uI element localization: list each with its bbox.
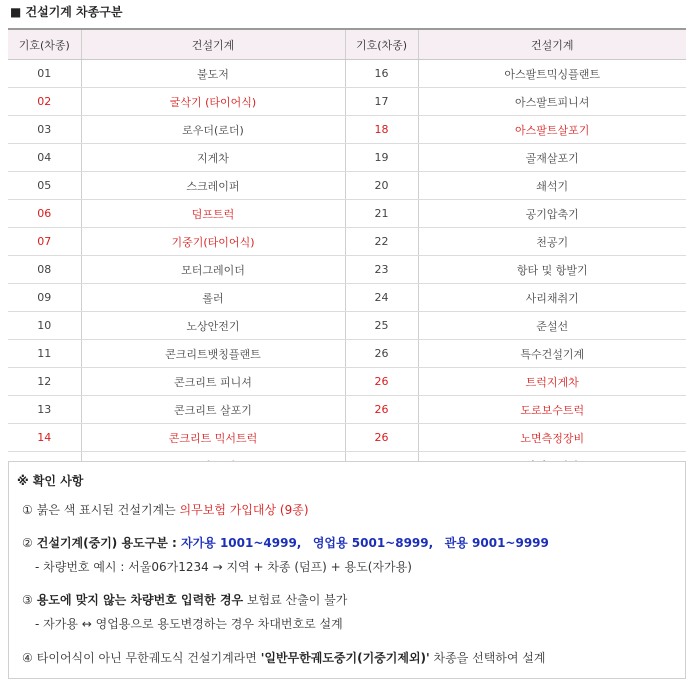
table-row — [8, 396, 686, 424]
code-cell: 26 — [345, 340, 418, 368]
table-row — [8, 60, 686, 88]
machine-cell: 덤프트럭 — [81, 200, 345, 228]
note-1-highlight: 의무보험 가입대상 (9종) — [179, 503, 309, 517]
section-title: ■ 건설기계 차종구분 — [10, 5, 123, 19]
machine-cell: 콘크리트 살포기 — [81, 396, 345, 424]
header-code-1: 기호(차종) — [8, 29, 81, 60]
code-cell: 24 — [345, 284, 418, 312]
code-cell: 21 — [345, 200, 418, 228]
code-cell: 09 — [8, 284, 81, 312]
note-3 — [22, 591, 347, 608]
header-machine-1: 건설기계 — [81, 29, 345, 60]
table-row — [8, 116, 686, 144]
machine-cell: 불도저 — [81, 60, 345, 88]
code-cell: 26 — [345, 396, 418, 424]
machine-cell: 모터그레이더 — [81, 256, 345, 284]
machine-cell: 콘크리트 피니셔 — [81, 368, 345, 396]
code-cell: 12 — [8, 368, 81, 396]
machine-cell: 천공기 — [418, 228, 686, 256]
table-row — [8, 284, 686, 312]
table-row — [8, 256, 686, 284]
machine-cell: 골재살포기 — [418, 144, 686, 172]
machine-cell: 로우더(로더) — [81, 116, 345, 144]
note-1 — [22, 501, 309, 518]
table-row — [8, 144, 686, 172]
code-cell: 06 — [8, 200, 81, 228]
code-cell: 19 — [345, 144, 418, 172]
header-machine-2: 건설기계 — [418, 29, 686, 60]
machine-cell: 콘크리트 믹서트럭 — [81, 424, 345, 452]
machine-cell: 기중기(타이어식) — [81, 228, 345, 256]
code-cell: 18 — [345, 116, 418, 144]
code-cell: 20 — [345, 172, 418, 200]
note-3-bold: 용도에 맞지 않는 차량번호 입력한 경우 — [36, 593, 244, 607]
code-cell: 07 — [8, 228, 81, 256]
note-2 — [22, 534, 549, 551]
header-code-2: 기호(차종) — [345, 29, 418, 60]
note-1-number: ① — [22, 503, 33, 517]
note-3-text: 보험료 산출이 불가 — [243, 593, 348, 607]
machine-cell: 준설선 — [418, 312, 686, 340]
code-cell: 13 — [8, 396, 81, 424]
note-3-number: ③ — [22, 593, 33, 607]
note-4-text: 타이어식이 아닌 무한궤도식 건설기계라면 — [36, 651, 261, 665]
table-row — [8, 172, 686, 200]
note-2-number: ② — [22, 536, 33, 550]
table-row — [8, 228, 686, 256]
machine-cell: 트럭지게차 — [418, 368, 686, 396]
machine-cell: 굴삭기 (타이어식) — [81, 88, 345, 116]
machine-cell: 콘크리트뱃칭플랜트 — [81, 340, 345, 368]
code-cell: 17 — [345, 88, 418, 116]
table-row — [8, 88, 686, 116]
vehicle-type-table — [8, 28, 686, 480]
code-cell: 04 — [8, 144, 81, 172]
machine-cell: 아스팔트믹싱플랜트 — [418, 60, 686, 88]
code-cell: 01 — [8, 60, 81, 88]
machine-cell: 사리채취기 — [418, 284, 686, 312]
table-header-row — [8, 29, 686, 60]
code-cell: 23 — [345, 256, 418, 284]
machine-cell: 특수건설기계 — [418, 340, 686, 368]
note-2-business: 영업용 5001~8999, — [312, 536, 434, 550]
note-4-number: ④ — [22, 651, 33, 665]
table-row — [8, 340, 686, 368]
code-cell: 08 — [8, 256, 81, 284]
table-row — [8, 200, 686, 228]
machine-cell: 노면측정장비 — [418, 424, 686, 452]
notes-title: ※ 확인 사항 — [17, 474, 84, 488]
table-row — [8, 424, 686, 452]
table-row — [8, 312, 686, 340]
machine-cell: 지게차 — [81, 144, 345, 172]
machine-cell: 롤러 — [81, 284, 345, 312]
machine-cell: 노상안전기 — [81, 312, 345, 340]
code-cell: 03 — [8, 116, 81, 144]
code-cell: 11 — [8, 340, 81, 368]
code-cell: 22 — [345, 228, 418, 256]
note-4-bold: '일반무한궤도중기(기중기제외)' — [260, 651, 430, 665]
machine-cell: 쇄석기 — [418, 172, 686, 200]
code-cell: 16 — [345, 60, 418, 88]
code-cell: 14 — [8, 424, 81, 452]
note-2-private: 자가용 1001~4999, — [181, 536, 302, 550]
note-2-government: 관용 9001~9999 — [444, 536, 549, 550]
machine-cell: 공기압축기 — [418, 200, 686, 228]
table-row — [8, 368, 686, 396]
code-cell: 02 — [8, 88, 81, 116]
code-cell: 10 — [8, 312, 81, 340]
note-2-example: - 차량번호 예시 : 서울06가1234 → 지역 + 차종 (덤프) + 용도(자가용) — [35, 560, 412, 574]
machine-cell: 스크레이퍼 — [81, 172, 345, 200]
note-3-example: - 자가용 ↔ 영업용으로 용도변경하는 경우 차대번호로 설계 — [35, 617, 343, 631]
note-4-text-end: 차종을 선택하여 설계 — [429, 651, 546, 665]
notes-box — [8, 461, 686, 679]
machine-cell: 아스팔트피니셔 — [418, 88, 686, 116]
machine-cell: 아스팔트살포기 — [418, 116, 686, 144]
machine-cell: 항타 및 항발기 — [418, 256, 686, 284]
code-cell: 25 — [345, 312, 418, 340]
machine-cell: 도로보수트럭 — [418, 396, 686, 424]
note-2-label: 건설기계(중기) 용도구분 : — [36, 536, 181, 550]
code-cell: 26 — [345, 424, 418, 452]
code-cell: 26 — [345, 368, 418, 396]
code-cell: 05 — [8, 172, 81, 200]
note-1-text: 붉은 색 표시된 건설기계는 — [36, 503, 180, 517]
note-4 — [22, 649, 545, 666]
